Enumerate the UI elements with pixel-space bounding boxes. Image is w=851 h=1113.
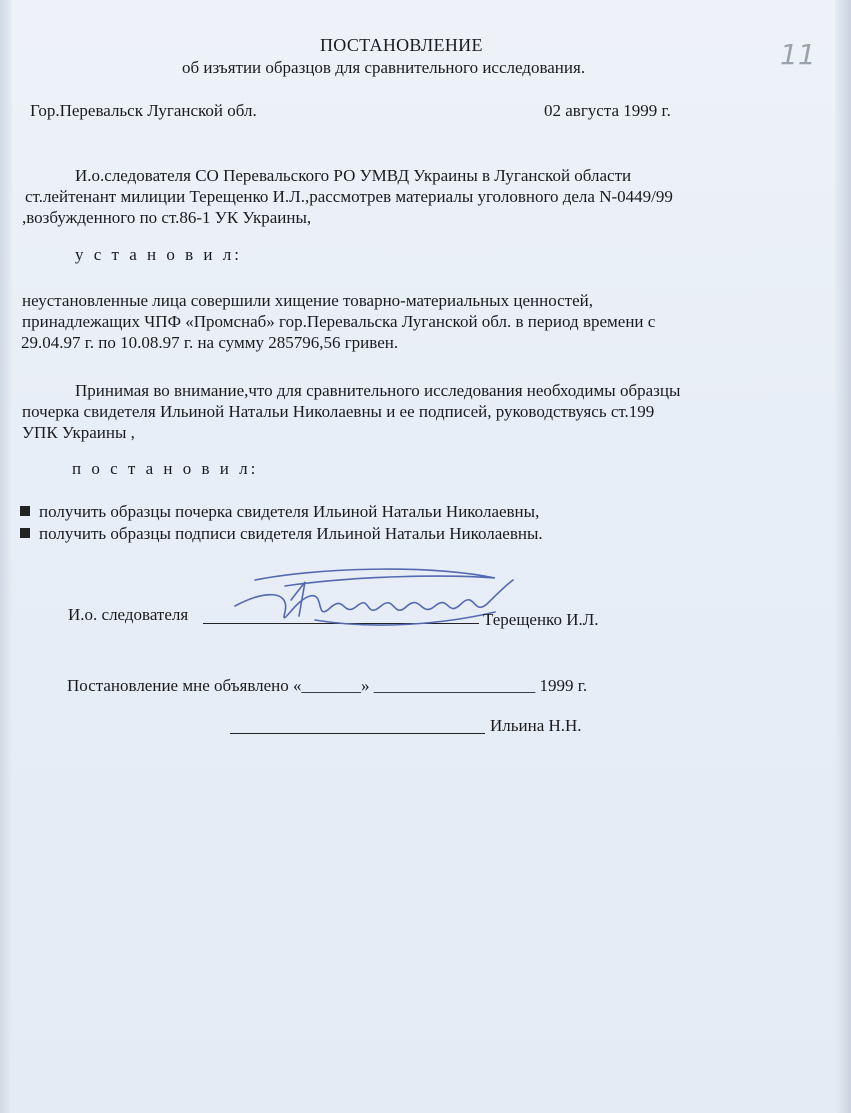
page-right-edge bbox=[835, 0, 851, 1113]
witness-signature-line bbox=[230, 733, 485, 734]
established-line: 29.04.97 г. по 10.08.97 г. на сумму 285796,56 гривен. bbox=[21, 333, 399, 352]
established-line: неустановленные лица совершили хищение товарно-материальных ценностей, bbox=[22, 291, 593, 310]
intro-line: ,возбужденного по ст.86-1 УК Украины, bbox=[22, 208, 312, 227]
signatory-title: И.о. следователя bbox=[68, 605, 189, 624]
place-of-issue: Гор.Перевальск Луганской обл. bbox=[30, 101, 257, 120]
bullet-square-icon bbox=[20, 506, 30, 516]
handwritten-signature bbox=[195, 560, 525, 640]
resolution-item: получить образцы почерка свидетеля Ильиной Натальи Николаевны, bbox=[39, 502, 540, 521]
established-heading: у с т а н о в и л: bbox=[75, 245, 242, 264]
resolved-heading: п о с т а н о в и л: bbox=[72, 459, 259, 478]
established-line: принадлежащих ЧПФ «Промснаб» гор.Перевальска Луганской обл. в период времени с bbox=[22, 312, 656, 331]
witness-name: Ильина Н.Н. bbox=[490, 716, 582, 735]
document-title: ПОСТАНОВЛЕНИЕ bbox=[320, 35, 483, 55]
reasoning-line: Принимая во внимание,что для сравнительного исследования необходимы образцы bbox=[75, 381, 681, 400]
page-left-edge bbox=[0, 0, 12, 1113]
intro-line: ст.лейтенант милиции Терещенко И.Л.,рассмотрев материалы уголовного дела N-0449/99 bbox=[25, 187, 673, 206]
document-subtitle: об изъятии образцов для сравнительного исследования. bbox=[182, 58, 586, 77]
reasoning-line: почерка свидетеля Ильиной Натальи Николаевны и ее подписей, руководствуясь ст.199 bbox=[22, 402, 655, 421]
signatory-name: Терещенко И.Л. bbox=[483, 610, 599, 629]
reasoning-line: УПК Украины , bbox=[22, 423, 135, 442]
resolution-item: получить образцы подписи свидетеля Ильиной Натальи Николаевны. bbox=[39, 524, 543, 543]
intro-line: И.о.следователя СО Перевальского РО УМВД Украины в Луганской области bbox=[75, 166, 632, 185]
bullet-square-icon bbox=[20, 528, 30, 538]
announcement-line: Постановление мне объявлено «_______» ___________________ 1999 г. bbox=[67, 676, 588, 695]
page-number: 11 bbox=[780, 38, 816, 71]
issue-date: 02 августа 1999 г. bbox=[544, 101, 671, 120]
